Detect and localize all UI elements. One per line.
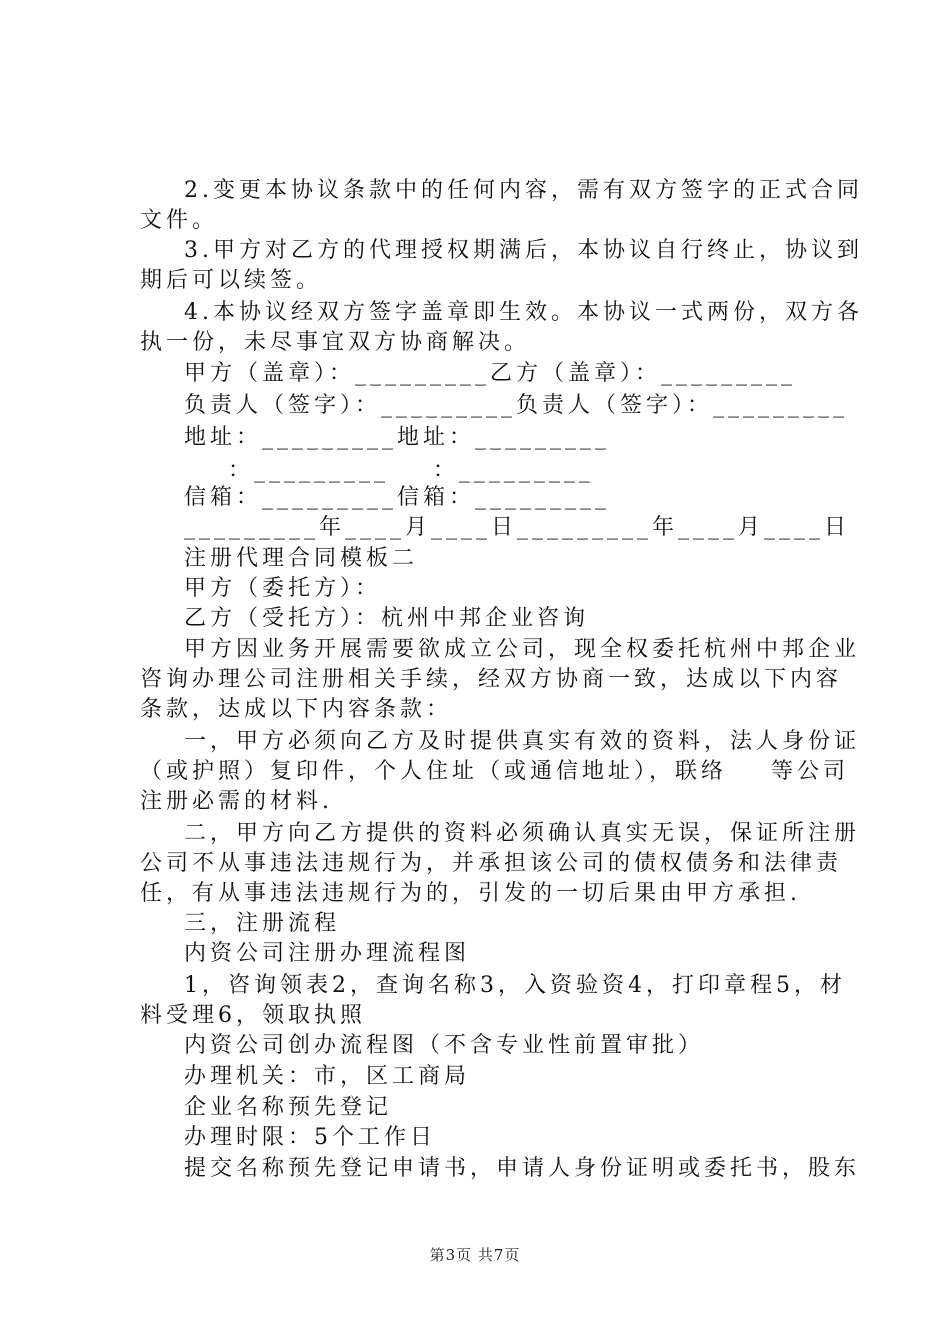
text-line: 二，甲方向乙方提供的资料必须确认真实无误，保证所注册 — [140, 821, 860, 846]
blank-line: ：_________ ：_________ — [140, 458, 594, 483]
text-line: 条款，达成以下内容条款： — [140, 697, 453, 722]
signature-line: 负责人（签字）：_________负责人（签字）：_________ — [140, 393, 848, 418]
text-line: 办理时限：5个工作日 — [140, 1125, 436, 1150]
text-line: 甲方（委托方）： — [140, 576, 381, 601]
text-line: 执一份，未尽事宜双方协商解决。 — [140, 330, 531, 355]
text-line: 料受理6，领取执照 — [140, 1003, 366, 1028]
text-line: 乙方（受托方）：杭州中邦企业咨询 — [140, 606, 589, 631]
text-line: 1，咨询领表2，查询名称3，入资验资4，打印章程5，材 — [140, 973, 846, 998]
text-line: 任，有从事违法违规行为的，引发的一切后果由甲方承担. — [140, 881, 801, 906]
text-line: 公司不从事违法违规行为，并承担该公司的债权债务和法律责 — [140, 851, 843, 876]
text-line: 内资公司注册办理流程图 — [140, 941, 470, 966]
text-line: 提交名称预先登记申请书，申请人身份证明或委托书，股东 — [140, 1156, 860, 1181]
text-line: 注册必需的材料. — [140, 789, 333, 814]
text-line: 4.本协议经双方签字盖章即生效。本协议一式两份，双方各 — [140, 300, 863, 325]
text-line: 一，甲方必须向乙方及时提供真实有效的资料，法人身份证 — [140, 729, 860, 754]
signature-line: 甲方（盖章）：_________乙方（盖章）：_________ — [140, 361, 796, 386]
mailbox-line: 信箱：_________信箱：_________ — [140, 485, 610, 510]
section-heading: 三，注册流程 — [140, 911, 340, 936]
text-line: 咨询办理公司注册相关手续，经双方协商一致，达成以下内容 — [140, 667, 843, 692]
text-line: 2.变更本协议条款中的任何内容，需有双方签字的正式合同 — [140, 178, 863, 203]
section-title: 注册代理合同模板二 — [140, 546, 418, 571]
page-number: 第3页 共7页 — [429, 1246, 521, 1264]
text-line: 办理机关：市，区工商局 — [140, 1064, 470, 1089]
text-line: 内资公司创办流程图（不含专业性前置审批） — [140, 1033, 704, 1058]
text-line: （或护照）复印件，个人住址（或通信地址），联络 等公司 — [140, 759, 849, 784]
text-line: 甲方因业务开展需要欲成立公司，现全权委托杭州中邦企业 — [140, 637, 860, 662]
text-line: 文件。 — [140, 208, 219, 233]
date-line: _________年____月____日_________年____月____日 — [140, 515, 850, 540]
text-line: 企业名称预先登记 — [140, 1095, 392, 1120]
text-line: 期后可以续签。 — [140, 268, 323, 293]
text-line: 3.甲方对乙方的代理授权期满后，本协议自行终止，协议到 — [140, 238, 863, 263]
address-line: 地址：_________地址：_________ — [140, 425, 610, 450]
